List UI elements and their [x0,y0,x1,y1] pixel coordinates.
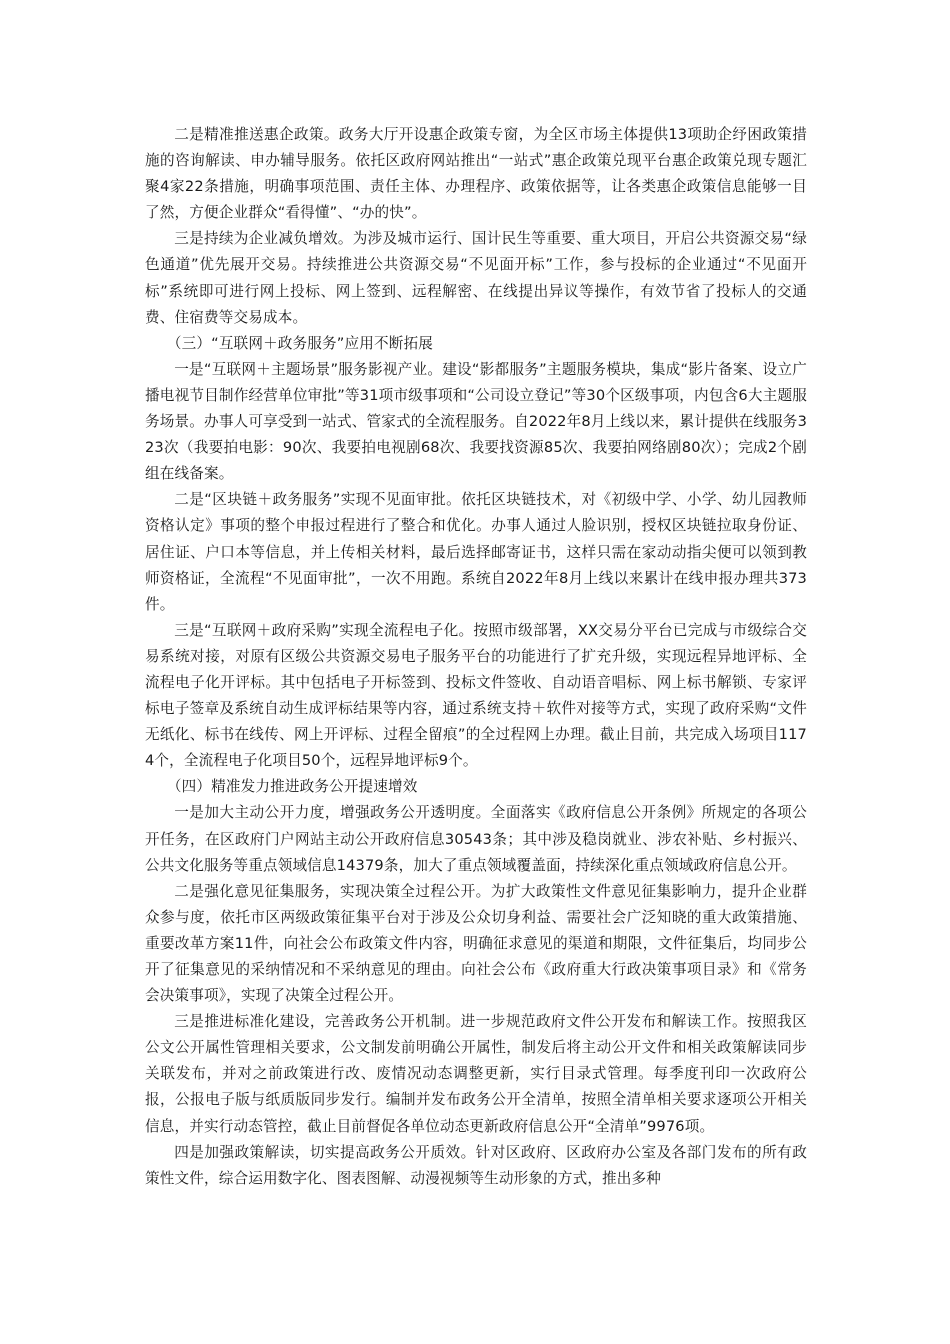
paragraph-burden-reduction: 三是持续为企业减负增效。为涉及城市运行、国计民生等重要、重大项目，开启公共资源交易“绿色通道”优先展开交易。持续推进公共资源交易“不见面开标”工作，参与投标的企业通过“不见面开标”系统即可进行网上投标、网上签到、远程解密、在线提出异议等操作，有效节省了投标人的交通费、住宿费等交易成本。 [145,230,807,326]
document-body [145,122,807,1192]
section-heading-internet-services: （三）“互联网＋政务服务”应用不断拓展 [166,334,433,352]
paragraph-film-industry: 一是“互联网＋主题场景”服务影视产业。建设“影都服务”主题服务模块，集成“影片备案、设立广播电视节目制作经营单位审批”等31项市级事项和“公司设立登记”等30个区级事项，内包含6大主题服务场景。办事人可享受到一站式、管家式的全流程服务。自2022年8月上线以来，累计提供在线服务323次（我要拍电影：90次、我要拍电视剧68次、我要找资源85次、我要拍网络剧80次）；完成2个剧组在线备案。 [145,360,807,483]
paragraph-opinion-collection: 二是强化意见征集服务，实现决策全过程公开。为扩大政策性文件意见征集影响力，提升企业群众参与度，依托市区两级政策征集平台对于涉及公众切身利益、需要社会广泛知晓的重大政策措施、重要改革方案11件，向社会公布政策文件内容，明确征求意见的渠道和期限，文件征集后，均同步公开了征集意见的采纳情况和不采纳意见的理由。向社会公布《政府重大行政决策事项目录》和《常务会决策事项》，实现了决策全过程公开。 [145,882,807,1005]
paragraph-procurement: 三是“互联网＋政府采购”实现全流程电子化。按照市级部署，XX交易分平台已完成与市级综合交易系统对接，对原有区级公共资源交易电子服务平台的功能进行了扩充升级，实现远程异地评标、全流程电子化开评标。其中包括电子开标签到、投标文件签收、自动语音唱标、网上标书解锁、专家评标电子签章及系统自动生成评标结果等内容，通过系统支持＋软件对接等方式，实现了政府采购“文件无纸化、标书在线传、网上开评标、过程全留痕”的全过程网上办理。截止目前，共完成入场项目1174个，全流程电子化项目50个，远程异地评标9个。 [145,621,807,770]
section-heading-open-government: （四）精准发力推进政务公开提速增效 [166,778,418,796]
paragraph-policy-push: 二是精准推送惠企政策。政务大厅开设惠企政策专窗，为全区市场主体提供13项助企纾困政策措施的咨询解读、申办辅导服务。依托区政府网站推出“一站式”惠企政策兑现平台惠企政策兑现专题汇聚4家22条措施，明确事项范围、责任主体、办理程序、政策依据等，让各类惠企政策信息能够一目了然，方便企业群众“看得懂”、“办的快”。 [145,126,807,222]
paragraph-blockchain: 二是“区块链＋政务服务”实现不见面审批。依托区块链技术，对《初级中学、小学、幼儿园教师资格认定》事项的整个申报过程进行了整合和优化。办事人通过人脸识别，授权区块链拉取身份证、居住证、户口本等信息，并上传相关材料，最后选择邮寄证书，这样只需在家动动指尖便可以领到教师资格证，全流程“不见面审批”，一次不用跑。系统自2022年8月上线以来累计在线申报办理共373件。 [145,491,807,613]
paragraph-policy-interpretation: 四是加强政策解读，切实提高政务公开质效。针对区政府、区政府办公室及各部门发布的所有政策性文件，综合运用数字化、图表图解、动漫视频等生动形象的方式，推出多种 [145,1143,807,1187]
paragraph-standardization: 三是推进标准化建设，完善政务公开机制。进一步规范政府文件公开发布和解读工作。按照我区公文公开属性管理相关要求，公文制发前明确公开属性，制发后将主动公开文件和相关政策解读同步关联发布，并对之前政策进行改、废情况动态调整更新，实行目录式管理。每季度刊印一次政府公报，公报电子版与纸质版同步发行。编制并发布政务公开全清单，按照全清单相关要求逐项公开相关信息，并实行动态管控，截止目前督促各单位动态更新政府信息公开“全清单”9976项。 [145,1013,807,1135]
paragraph-active-disclosure: 一是加大主动公开力度，增强政务公开透明度。全面落实《政府信息公开条例》所规定的各项公开任务，在区政府门户网站主动公开政府信息30543条；其中涉及稳岗就业、涉农补贴、乡村振兴、公共文化服务等重点领域信息14379条，加大了重点领域覆盖面，持续深化重点领域政府信息公开。 [145,804,807,874]
